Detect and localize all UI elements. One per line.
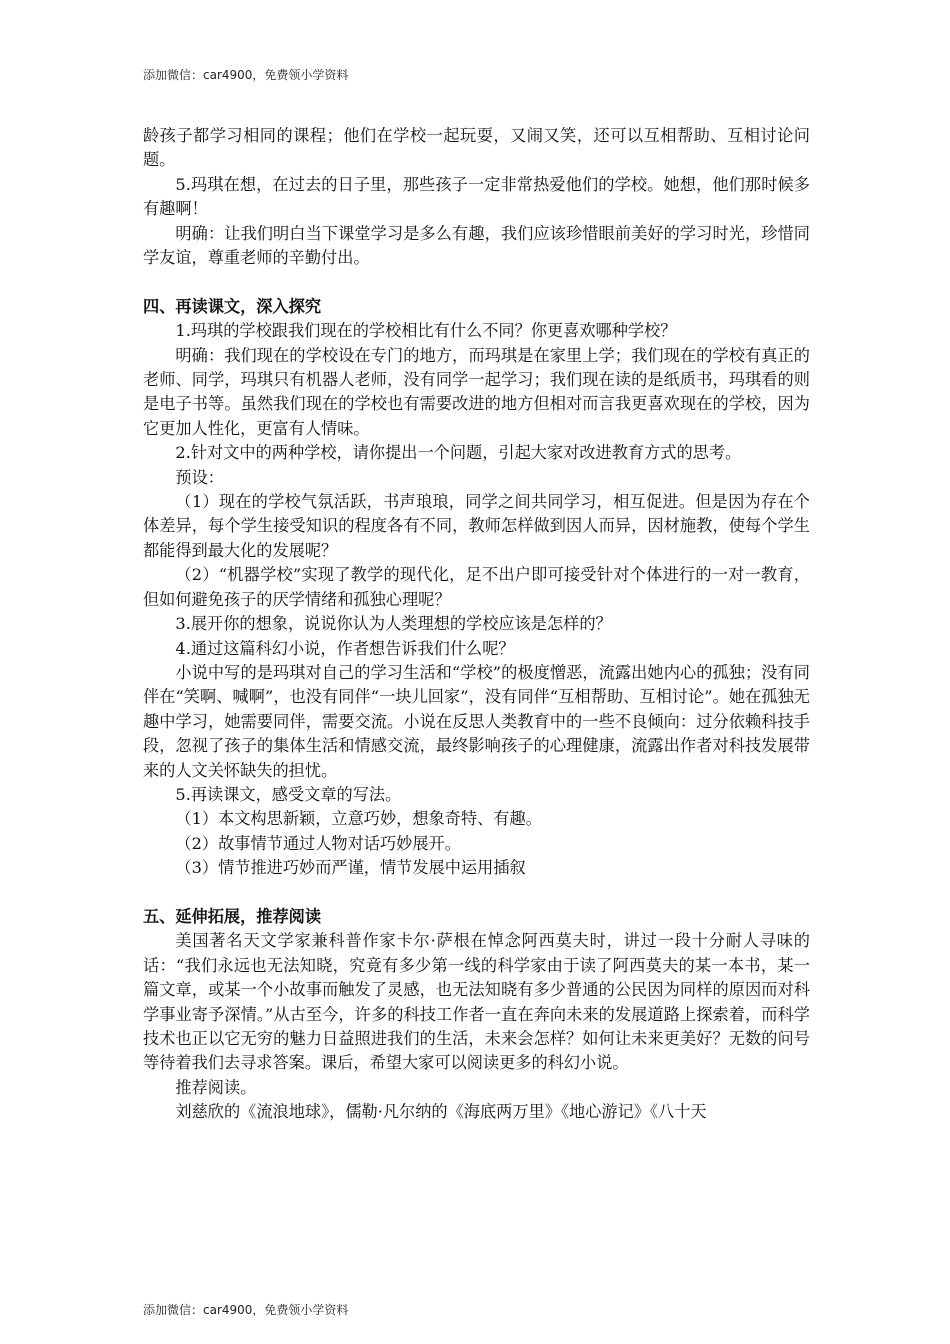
- page-header-watermark: 添加微信：car4900，免费领小学资料: [143, 68, 349, 82]
- paragraph: 预设：: [175, 467, 224, 487]
- paragraph: 明确：我们现在的学校设在专门的地方，而玛琪是在家里上学；我们现在的学校有真正的老师、同学，玛琪只有机器人老师，没有同学一起学习；我们现在读的是纸质书，玛琪看的则是电子书等。虽然我们现在的学校也有需要改进的地方但相对而言我更喜欢现在的学校，因为它更加人性化，更富有人情味。: [143, 345, 810, 438]
- question-item: 1.玛琪的学校跟我们现在的学校相比有什么不同？你更喜欢哪种学校？: [175, 321, 677, 341]
- document-body: [143, 124, 810, 1125]
- section-heading-4: 四、再读课文，深入探究: [143, 296, 322, 316]
- question-item: 5.再读课文，感受文章的写法。: [175, 784, 402, 804]
- paragraph: 美国著名天文学家兼科普作家卡尔·萨根在悼念阿西莫夫时，讲过一段十分耐人寻味的话：“我们永远也无法知晓，究竟有多少第一线的科学家由于读了阿西莫夫的某一本书，某一篇文章，或某一个小故事而触发了灵感，也无法知晓有多少普通的公民因为同样的原因而对科学事业寄予深情。”从古至今，许多的科技工作者一直在奔向未来的发展道路上探索着，而科学技术也正以它无穷的魅力日益照进我们的生活，未来会怎样？如何让未来更美好？无数的问号等待着我们去寻求答案。课后，希望大家可以阅读更多的科幻小说。: [143, 931, 810, 1073]
- paragraph: 小说中写的是玛琪对自己的学习生活和“学校”的极度憎恶，流露出她内心的孤独；没有同伴在“笑啊、喊啊”，也没有同伴“一块儿回家”，没有同伴“互相帮助、互相讨论”。她在孤独无趣中学习，她需要同伴，需要交流。小说在反思人类教育中的一些不良倾向：过分依赖科技手段，忽视了孩子的集体生活和情感交流，最终影响孩子的心理健康，流露出作者对科技发展带来的人文关怀缺失的担忧。: [143, 662, 810, 780]
- paragraph: 5.玛琪在想，在过去的日子里，那些孩子一定非常热爱他们的学校。她想，他们那时候多有趣啊！: [143, 174, 810, 219]
- page-footer-watermark: 添加微信：car4900，免费领小学资料: [143, 1303, 349, 1317]
- paragraph: （1）现在的学校气氛活跃，书声琅琅，同学之间共同学习，相互促进。但是因为存在个体差异，每个学生接受知识的程度各有不同，教师怎样做到因人而异，因材施教，使每个学生都能得到最大化的发展呢？: [143, 492, 810, 560]
- question-item: 2.针对文中的两种学校，请你提出一个问题，引起大家对改进教育方式的思考。: [175, 443, 742, 463]
- paragraph: 刘慈欣的《流浪地球》，儒勒·凡尔纳的《海底两万里》《地心游记》《八十天: [175, 1102, 707, 1122]
- list-item: （2）故事情节通过人物对话巧妙展开。: [175, 833, 461, 853]
- question-item: 4.通过这篇科幻小说，作者想告诉我们什么呢？: [175, 638, 515, 658]
- paragraph: 龄孩子都学习相同的课程；他们在学校一起玩耍，又闹又笑，还可以互相帮助、互相讨论问题。: [143, 126, 810, 170]
- question-item: 3.展开你的想象，说说你认为人类理想的学校应该是怎样的？: [175, 614, 612, 634]
- list-item: （1）本文构思新颖，立意巧妙，想象奇特、有趣。: [175, 809, 542, 829]
- list-item: （3）情节推进巧妙而严谨，情节发展中运用插叙: [175, 858, 526, 878]
- paragraph: 明确：让我们明白当下课堂学习是多么有趣，我们应该珍惜眼前美好的学习时光，珍惜同学友谊，尊重老师的辛勤付出。: [143, 223, 810, 268]
- paragraph: 推荐阅读。: [175, 1077, 257, 1097]
- section-heading-5: 五、延伸拓展，推荐阅读: [143, 906, 322, 926]
- paragraph: （2）“机器学校”实现了教学的现代化，足不出户即可接受针对个体进行的一对一教育，但如何避免孩子的厌学情绪和孤独心理呢？: [143, 565, 810, 609]
